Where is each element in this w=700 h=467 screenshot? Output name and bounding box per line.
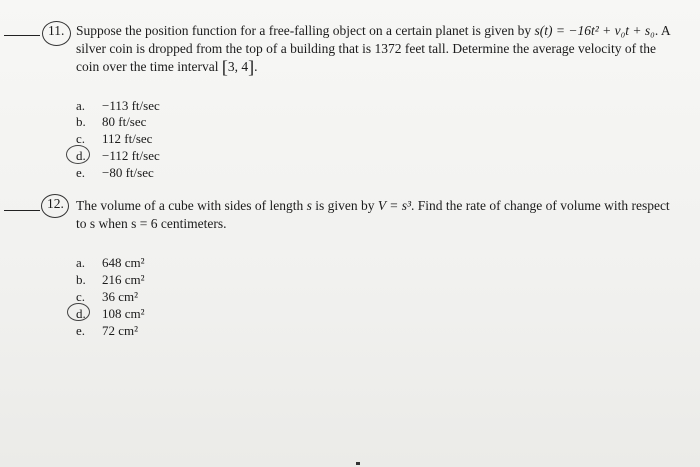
answer-blank-12 (4, 210, 40, 211)
q12-choice-d[interactable]: d. 108 cm² (76, 306, 145, 321)
q12-choice-b[interactable]: b. 216 cm² (76, 272, 145, 287)
q11-choice-d[interactable]: d. −112 ft/sec (76, 148, 160, 163)
q12-choice-e[interactable]: e. 72 cm² (76, 323, 139, 338)
answer-blank-11 (4, 35, 40, 36)
time-interval: 3, 4 (227, 59, 249, 74)
question-12-line-1: The volume of a cube with sides of length s is given by V = s³. Find the rate of change of volume with respect (76, 198, 670, 213)
q11-choice-a[interactable]: a. −113 ft/sec (76, 98, 160, 113)
q11-choice-b[interactable]: b. 80 ft/sec (76, 114, 147, 129)
question-number-12: 12. (47, 196, 64, 211)
question-11-line-3: coin over the time interval [3, 4]. (76, 57, 258, 77)
q11-choice-c[interactable]: c. 112 ft/sec (76, 131, 153, 146)
position-formula: s(t) = −16t² + v₀t + s₀ (534, 23, 655, 38)
q11-choice-e[interactable]: e. −80 ft/sec (76, 165, 154, 180)
q12-choice-a[interactable]: a. 648 cm² (76, 255, 145, 270)
page-edge-mark (356, 462, 360, 465)
q12-choice-c[interactable]: c. 36 cm² (76, 289, 139, 304)
question-number-11: 11. (48, 23, 65, 38)
volume-formula: V = s³ (377, 198, 412, 213)
question-12-text (76, 197, 696, 233)
question-11-line-2: silver coin is dropped from the top of a building that is 1372 feet tall. Determine the average velocity of the (76, 41, 656, 56)
question-11-line-1: Suppose the position function for a free-falling object on a certain planet is given by s(t) = −16t² + v₀t + s₀. A (76, 23, 671, 38)
question-11-text (76, 22, 696, 76)
question-12-line-2: to s when s = 6 centimeters. (76, 216, 227, 231)
